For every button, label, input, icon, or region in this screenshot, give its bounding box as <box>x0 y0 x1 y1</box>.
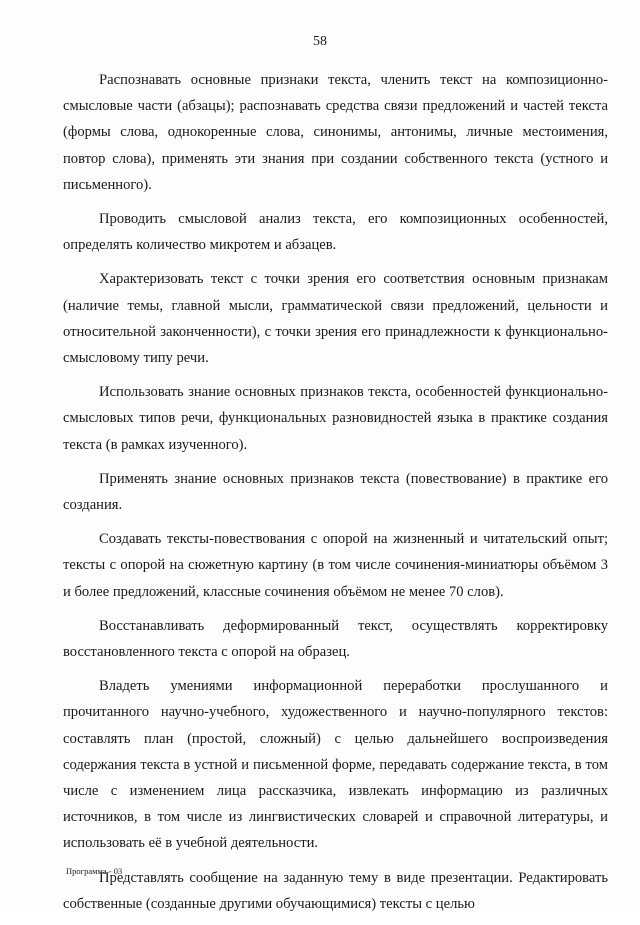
paragraph-1: Распознавать основные признаки текста, членить текст на композиционно-смысловые части (абзацы); распознавать средства связи предложений и частей текста (формы слова, однокоренные слова, синонимы, антонимы, личные местоимения, повтор слова), применять эти знания при создании собственного текста (устного и письменного). <box>63 72 608 193</box>
paragraph-4: Использовать знание основных признаков текста, особенностей функционально-смысловых типов речи, функциональных разновидностей языка в практике создания текста (в рамках изученного). <box>63 384 608 453</box>
paragraph-5: Применять знание основных признаков текста (повествование) в практике его создания. <box>63 470 608 514</box>
paragraph-7: Восстанавливать деформированный текст, осуществлять корректировку восстановленного текста с опорой на образец. <box>63 617 608 661</box>
paragraph-2: Проводить смысловой анализ текста, его композиционных особенностей, определять количество микротем и абзацев. <box>63 211 608 254</box>
paragraph-6: Создавать тексты-повествования с опорой на жизненный и читательский опыт; тексты с опорой на сюжетную картину (в том числе сочинения-миниатюры объёмом 3 и более предложений, классные сочинения объёмом не менее 70 слов). <box>63 531 608 600</box>
paragraph-3: Характеризовать текст с точки зрения его соответствия основным признакам (наличие темы, главной мысли, грамматической связи предложений, цельности и относительной законченности), с точки зрения его принадлежности к функционально-смысловому типу речи. <box>63 271 608 367</box>
paragraph-8: Владеть умениями информационной переработки прослушанного и прочитанного научно-учебного, художественного и научно-популярного текстов: составлять план (простой, сложный) с целью дальнейшего воспроизведения содержания текста в устной и письменной форме, передавать содержание текста, в том числе с изменением лица рассказчика, извлекать информацию из различных источников, в том числе из лингвистических словарей и справочной литературы, и использовать её в учебной деятельности. <box>63 678 608 852</box>
paragraph-9: Представлять сообщение на заданную тему в виде презентации. Редактировать собственные (созданные другими обучающимися) тексты с целью <box>63 869 608 912</box>
page-footer: Программа - 03 <box>66 866 123 876</box>
page-number: 58 <box>313 34 327 49</box>
document-body <box>63 67 608 925</box>
